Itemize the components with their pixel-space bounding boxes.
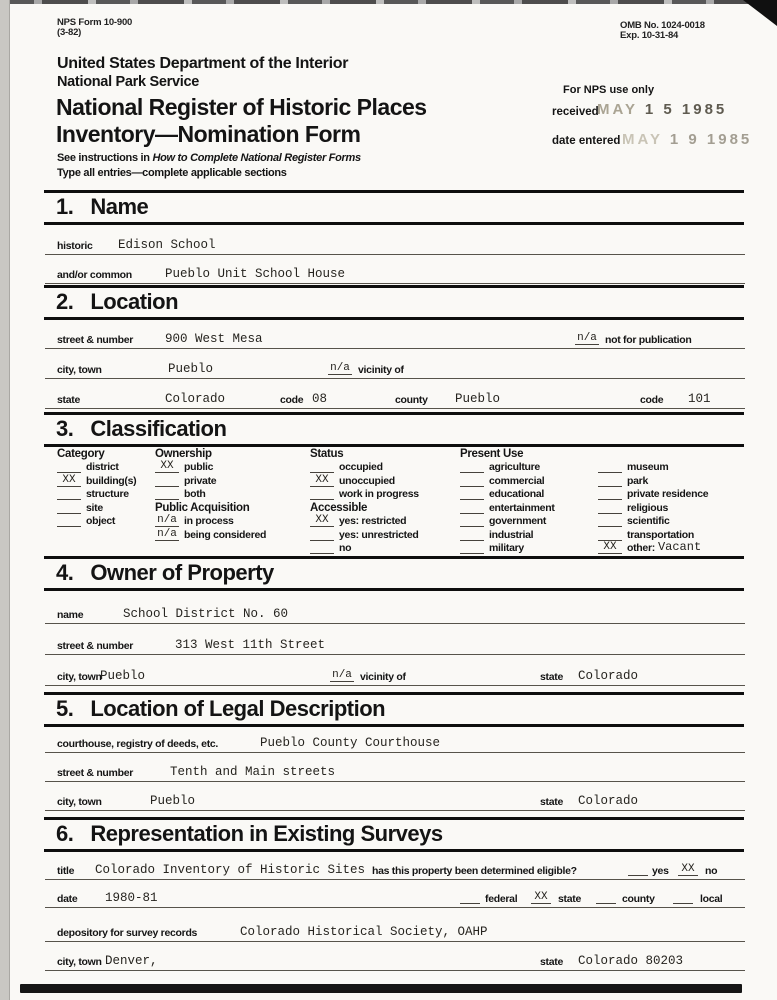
checkbox-being-considered: n/a: [155, 528, 179, 541]
form-title-line1: National Register of Historic Places: [56, 94, 427, 120]
checkbox-industrial: [460, 540, 484, 541]
instructions-manual-title: How to Complete National Register Forms: [152, 152, 361, 164]
checkbox-unoccupied: XX: [310, 474, 334, 487]
present-use-military: military: [460, 541, 555, 555]
field-row-survey-title: [45, 853, 745, 880]
classification-status-column: [310, 446, 419, 554]
section-4-number: 4.: [56, 560, 74, 585]
courthouse-value: Pueblo County Courthouse: [260, 736, 441, 750]
section-2-title: Location: [90, 289, 179, 314]
entered-stamp-day-year: 1 9 1985: [669, 131, 753, 148]
state-label: state: [57, 394, 81, 406]
status-option-unoccupied: XX unoccupied: [310, 473, 419, 487]
instructions-line2: Type all entries—complete applicable sections: [57, 167, 287, 179]
owner-street-label: street & number: [57, 640, 134, 652]
section-3-title: Classification: [90, 416, 227, 441]
eligible-yes-label: yes: [652, 865, 669, 877]
scan-corner-fold: [743, 0, 777, 26]
checkbox-no: [310, 553, 334, 554]
present-use-commercial: commercial: [460, 473, 555, 487]
field-row-legal-city: [45, 784, 745, 811]
depository-city-value: Denver,: [105, 954, 158, 968]
survey-date-value: 1980-81: [105, 891, 158, 905]
section-1-number: 1.: [56, 194, 74, 219]
scan-edge-top: [0, 0, 777, 4]
category-option-site: site: [57, 500, 136, 514]
ownership-option-both: both: [155, 487, 266, 501]
field-row-common-name: [45, 257, 745, 284]
present-use-agriculture: agriculture: [460, 460, 555, 474]
common-name-label: and/or common: [57, 269, 132, 281]
checkbox-site: [57, 513, 81, 514]
checkbox-public: XX: [155, 460, 179, 473]
city-value: Pueblo: [168, 362, 214, 376]
section-2-number: 2.: [56, 289, 74, 314]
field-row-survey-date: [45, 881, 745, 908]
survey-title-label: title: [57, 865, 75, 877]
received-label: received: [552, 106, 599, 118]
na-publication-mark: n/a: [575, 332, 599, 345]
checkbox-educational: [460, 499, 484, 500]
depository-state-label: state: [540, 956, 564, 968]
category-option-structure: structure: [57, 487, 136, 501]
section-2-header: [44, 285, 744, 320]
county-value: Pueblo: [455, 392, 501, 406]
checkbox-military: [460, 553, 484, 554]
field-row-depository-city: [45, 944, 745, 971]
checkbox-yes-unrestricted: [310, 540, 334, 541]
present-use-transportation: transportation: [598, 527, 708, 541]
received-stamp-month: MAY: [597, 101, 638, 118]
present-use-spacer: [598, 446, 708, 460]
depository-city-label: city, town: [57, 956, 102, 968]
owner-city-value: Pueblo: [100, 669, 146, 683]
accessible-header: Accessible: [310, 501, 368, 514]
county-label: county: [395, 394, 428, 406]
legal-street-value: Tenth and Main streets: [170, 765, 336, 779]
agency-title: National Park Service: [57, 74, 199, 90]
entered-stamp-month: MAY: [622, 131, 663, 148]
checkbox-entertainment: [460, 513, 484, 514]
code-value: 08: [312, 392, 328, 406]
category-option-district: district: [57, 460, 136, 474]
instructions-prefix: See instructions in: [57, 152, 153, 164]
field-row-state: [45, 382, 745, 409]
ownership-option-private: private: [155, 473, 266, 487]
checkbox-survey-local: [673, 903, 693, 904]
present-use-scientific: scientific: [598, 514, 708, 528]
legal-street-label: street & number: [57, 767, 134, 779]
checkbox-work-in-progress: [310, 499, 334, 500]
legal-city-label: city, town: [57, 796, 102, 808]
category-option-object: object: [57, 514, 136, 528]
owner-name-label: name: [57, 609, 84, 621]
acquisition-option-in-process: n/a in process: [155, 514, 266, 528]
checkbox-private: [155, 486, 179, 487]
present-use-educational: educational: [460, 487, 555, 501]
checkbox-yes-restricted: XX: [310, 514, 334, 527]
section-6-number: 6.: [56, 821, 74, 846]
category-option-buildings: XX building(s): [57, 473, 136, 487]
historic-label: historic: [57, 240, 93, 252]
section-5-title: Location of Legal Description: [90, 696, 386, 721]
field-row-owner-city: [45, 659, 745, 686]
section-4-title: Owner of Property: [90, 560, 274, 585]
checkbox-private-residence: [598, 499, 622, 500]
code-label: code: [280, 394, 304, 406]
checkbox-religious: [598, 513, 622, 514]
accessible-option-yes-restricted: XX yes: restricted: [310, 514, 419, 528]
acquisition-option-being-considered: n/a being considered: [155, 527, 266, 541]
status-option-occupied: occupied: [310, 460, 419, 474]
checkbox-park: [598, 486, 622, 487]
owner-name-value: School District No. 60: [123, 607, 289, 621]
section-6-header: [44, 817, 744, 852]
present-use-private-residence: private residence: [598, 487, 708, 501]
public-acquisition-header: Public Acquisition: [155, 501, 250, 514]
checkbox-government: [460, 526, 484, 527]
ownership-option-public: XX public: [155, 460, 266, 474]
received-stamp-day-year: 1 5 1985: [644, 101, 728, 118]
other-value: Vacant: [657, 540, 702, 554]
next-section-bar: [20, 984, 742, 993]
date-entered-label: date entered: [552, 135, 621, 147]
legal-state-label: state: [540, 796, 564, 808]
section-5-header: [44, 692, 744, 727]
na-vicinity-mark: n/a: [328, 362, 352, 375]
accessible-option-no: no: [310, 541, 419, 555]
ownership-header: Ownership: [155, 447, 212, 460]
field-row-depository: [45, 915, 745, 942]
checkbox-eligible-yes: [628, 875, 648, 876]
status-header: Status: [310, 447, 344, 460]
depository-value: Colorado Historical Society, OAHP: [240, 925, 488, 939]
checkbox-museum: [598, 472, 622, 473]
section-1-header: [44, 190, 744, 225]
checkbox-commercial: [460, 486, 484, 487]
field-row-legal-street: [45, 755, 745, 782]
owner-na-vicinity-mark: n/a: [330, 669, 354, 682]
street-value: 900 West Mesa: [165, 332, 263, 346]
eligible-question-label: has this property been determined eligible?: [372, 865, 577, 877]
checkbox-survey-state: XX: [531, 891, 551, 904]
not-for-publication-label: not for publication: [605, 334, 692, 346]
classification-present-use-column2: [598, 446, 708, 554]
survey-title-value: Colorado Inventory of Historic Sites: [95, 863, 366, 877]
owner-state-label: state: [540, 671, 564, 683]
checkbox-survey-federal: [460, 903, 480, 904]
nps-box-title: For NPS use only: [563, 84, 655, 96]
survey-county-label: county: [622, 893, 655, 905]
omb-number: OMB No. 1024-0018: [620, 20, 705, 31]
common-name-value: Pueblo Unit School House: [165, 267, 346, 281]
present-use-other: XX other: Vacant: [598, 541, 708, 555]
field-row-courthouse: [45, 726, 745, 753]
checkbox-structure: [57, 499, 81, 500]
scan-edge-left: [0, 0, 10, 1000]
survey-date-label: date: [57, 893, 78, 905]
owner-state-value: Colorado: [578, 669, 639, 683]
code2-label: code: [640, 394, 664, 406]
field-row-street: [45, 322, 745, 349]
status-option-work-in-progress: work in progress: [310, 487, 419, 501]
field-row-city: [45, 352, 745, 379]
owner-city-label: city, town: [57, 671, 102, 683]
checkbox-scientific: [598, 526, 622, 527]
historic-value: Edison School: [118, 238, 216, 252]
owner-street-value: 313 West 11th Street: [175, 638, 326, 652]
present-use-museum: museum: [598, 460, 708, 474]
depository-label: depository for survey records: [57, 927, 198, 939]
eligible-no-label: no: [705, 865, 718, 877]
form-title-line2: Inventory—Nomination Form: [56, 121, 361, 147]
survey-local-label: local: [700, 893, 723, 905]
courthouse-label: courthouse, registry of deeds, etc.: [57, 738, 219, 750]
section-5-number: 5.: [56, 696, 74, 721]
state-value: Colorado: [165, 392, 226, 406]
section-3-number: 3.: [56, 416, 74, 441]
department-title: United States Department of the Interior: [57, 55, 349, 72]
present-use-religious: religious: [598, 500, 708, 514]
category-header: Category: [57, 447, 105, 460]
checkbox-survey-county: [596, 903, 616, 904]
checkbox-both: [155, 499, 179, 500]
present-use-park: park: [598, 473, 708, 487]
legal-city-value: Pueblo: [150, 794, 196, 808]
section-3-header: [44, 412, 744, 447]
present-use-industrial: industrial: [460, 527, 555, 541]
present-use-government: government: [460, 514, 555, 528]
section-1-title: Name: [90, 194, 149, 219]
code2-value: 101: [688, 392, 711, 406]
legal-state-value: Colorado: [578, 794, 639, 808]
section-4-header: [44, 556, 744, 591]
accessible-option-yes-unrestricted: yes: unrestricted: [310, 527, 419, 541]
vicinity-label: vicinity of: [358, 364, 404, 376]
depository-state-value: Colorado 80203: [578, 954, 684, 968]
survey-state-label: state: [558, 893, 582, 905]
instructions-line1: [57, 152, 361, 164]
present-use-header: Present Use: [460, 447, 524, 460]
checkbox-in-process: n/a: [155, 514, 179, 527]
checkbox-other: XX: [598, 541, 622, 554]
form-number: NPS Form 10-900: [57, 17, 133, 28]
received-date-stamp: [597, 101, 727, 118]
classification-ownership-column: [155, 446, 266, 541]
field-row-owner-street: [45, 628, 745, 655]
field-row-historic: [45, 228, 745, 255]
city-label: city, town: [57, 364, 102, 376]
checkbox-buildings: XX: [57, 474, 81, 487]
classification-category-column: [57, 446, 136, 527]
section-6-title: Representation in Existing Surveys: [90, 821, 443, 846]
owner-vicinity-label: vicinity of: [360, 671, 406, 683]
field-row-owner-name: [45, 597, 745, 624]
survey-federal-label: federal: [485, 893, 518, 905]
street-label: street & number: [57, 334, 134, 346]
checkbox-object: [57, 526, 81, 527]
present-use-entertainment: entertainment: [460, 500, 555, 514]
checkbox-agriculture: [460, 472, 484, 473]
classification-present-use-column1: [460, 446, 555, 554]
checkbox-eligible-no: XX: [678, 863, 698, 876]
omb-expiration: Exp. 10-31-84: [620, 30, 679, 41]
form-revision: (3-82): [57, 27, 82, 38]
date-entered-stamp: [622, 131, 752, 148]
